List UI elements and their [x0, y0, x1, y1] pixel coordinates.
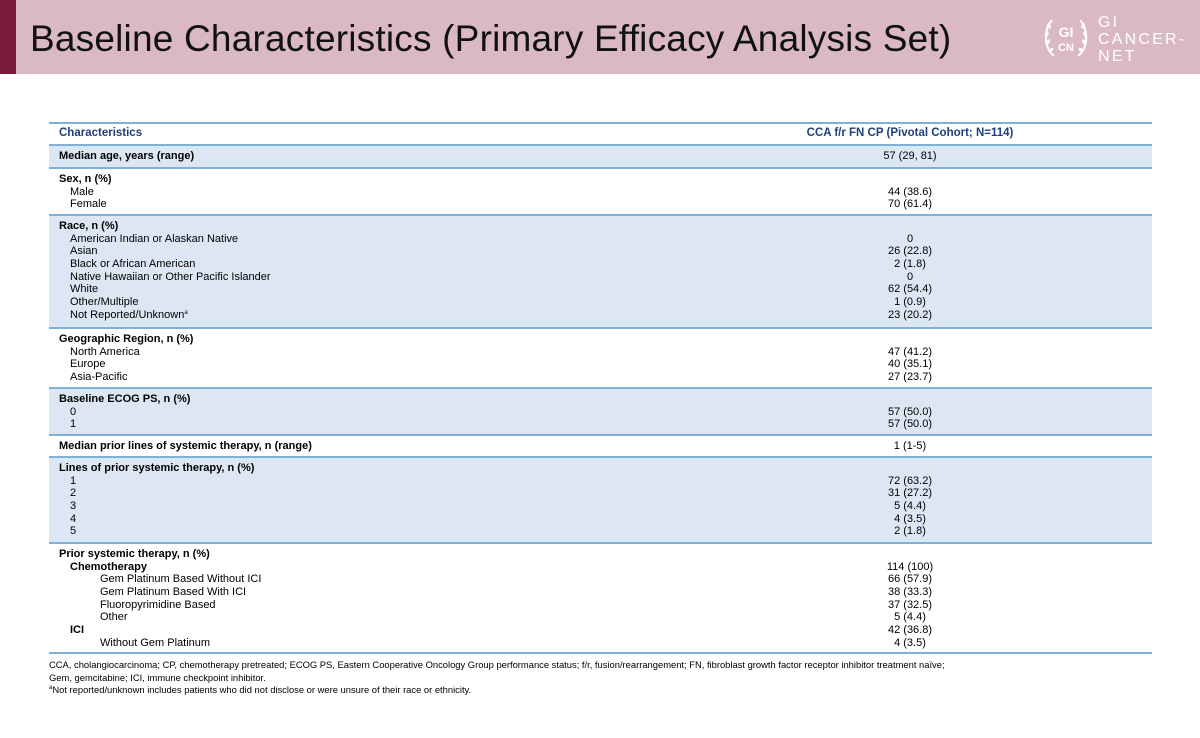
- row-label: Median age, years (range): [59, 150, 195, 162]
- race-value: 26 (22.8): [887, 245, 933, 258]
- logo-line-3: NET: [1098, 48, 1137, 65]
- lines-value: 72 (63.2): [887, 474, 933, 487]
- footnotes: [49, 659, 1159, 697]
- race-value: 0: [906, 270, 914, 283]
- ecog-value: 57 (50.0): [887, 418, 933, 431]
- chemo-sub-label: Fluoropyrimidine Based: [100, 598, 216, 611]
- row-value: 57 (29, 81): [883, 150, 937, 162]
- sex-label-female: Female: [70, 198, 107, 211]
- svg-text:CN: CN: [1058, 42, 1074, 54]
- ici-sub-value: 4 (3.5): [894, 636, 926, 649]
- chemo-sub-label: Gem Platinum Based Without ICI: [100, 573, 262, 586]
- footnote-marker: a: [184, 309, 188, 316]
- chemo-sub-value: 38 (33.3): [887, 586, 933, 599]
- sex-value-male: 44 (38.6): [887, 185, 933, 198]
- lines-label: 4: [70, 512, 77, 525]
- region-value: 27 (23.7): [887, 371, 933, 384]
- race-label: Asian: [70, 245, 98, 258]
- race-label: White: [70, 283, 99, 296]
- region-label: North America: [70, 345, 140, 358]
- table-row-prior-therapy: [49, 542, 1152, 654]
- logo-line-2: CANCER-: [1098, 31, 1187, 48]
- row-label: Race, n (%): [59, 220, 119, 232]
- race-label: American Indian or Alaskan Native: [70, 232, 239, 245]
- region-label: Europe: [70, 358, 106, 371]
- baseline-characteristics-table: [49, 122, 1152, 654]
- lines-label: 5: [70, 525, 77, 538]
- race-value: 2 (1.8): [894, 258, 926, 271]
- ecog-label: 0: [70, 405, 77, 418]
- race-value: 1 (0.9): [894, 296, 926, 309]
- race-value: 62 (54.4): [887, 283, 933, 296]
- laurel-logo-icon: [1040, 12, 1092, 64]
- row-label: Prior systemic therapy, n (%): [59, 548, 210, 560]
- lines-label: 1: [70, 474, 77, 487]
- race-label: Native Hawaiian or Other Pacific Islander: [70, 270, 271, 283]
- logo-line-1: GI: [1098, 14, 1120, 31]
- table-row-median-age: [49, 144, 1152, 167]
- lines-label: 3: [70, 500, 77, 513]
- race-label-not-reported: [59, 309, 271, 322]
- race-label: Other/Multiple: [70, 296, 139, 309]
- table-row-race: [49, 214, 1152, 327]
- sex-label-male: Male: [70, 185, 94, 198]
- lines-value: 31 (27.2): [887, 487, 933, 500]
- chemo-sub-value: 66 (57.9): [887, 573, 933, 586]
- row-label: Sex, n (%): [59, 173, 112, 185]
- logo-wordmark: [1098, 14, 1186, 65]
- slide-header: [0, 0, 1200, 74]
- footnote-a: [49, 684, 1159, 697]
- ici-label: ICI: [70, 624, 85, 637]
- sex-value-female: 70 (61.4): [887, 198, 933, 211]
- chemo-sub-value: 37 (32.5): [887, 598, 933, 611]
- race-value: 23 (20.2): [887, 308, 933, 321]
- row-value: 1 (1-5): [893, 440, 927, 452]
- race-label: Black or African American: [70, 258, 196, 271]
- svg-text:GI: GI: [1058, 24, 1074, 40]
- ecog-value: 57 (50.0): [887, 405, 933, 418]
- lines-value: 5 (4.4): [894, 500, 926, 513]
- table-row-ecog: [49, 387, 1152, 434]
- table-row-sex: [49, 167, 1152, 214]
- table-header-row: [49, 122, 1152, 144]
- row-label: Geographic Region, n (%): [59, 333, 194, 345]
- header-accent-bar: [0, 0, 16, 74]
- page-title: Baseline Characteristics (Primary Efficacy Analysis Set): [30, 18, 952, 59]
- region-value: 40 (35.1): [887, 358, 933, 371]
- table-row-lines: [49, 456, 1152, 542]
- table-row-region: [49, 327, 1152, 387]
- chemo-label: Chemotherapy: [70, 560, 148, 573]
- lines-value: 2 (1.8): [894, 525, 926, 538]
- ecog-label: 1: [70, 418, 77, 431]
- row-label: Baseline ECOG PS, n (%): [59, 393, 191, 405]
- chemo-value: 114 (100): [886, 560, 934, 573]
- footnote-a-text: Not reported/unknown includes patients who did not disclose or were unsure of their race or ethnicity.: [52, 684, 472, 696]
- abbreviations-line-2: Gem, gemcitabine; ICI, immune checkpoint inhibitor.: [49, 671, 266, 683]
- table-row-median-lines: [49, 434, 1152, 456]
- region-label: Asia-Pacific: [70, 371, 128, 384]
- gi-cancer-net-logo: [1040, 12, 1190, 64]
- chemo-sub-value: 5 (4.4): [894, 611, 926, 624]
- abbreviations-line-1: CCA, cholangiocarcinoma; CP, chemotherapy pretreated; ECOG PS, Eastern Cooperative Oncology Group performance status; f/r, fusion/rearrangement; FN, fibroblast growth factor receptor inhibitor treatment naïve;: [49, 659, 945, 670]
- chemo-sub-label: Gem Platinum Based With ICI: [100, 586, 247, 599]
- region-value: 47 (41.2): [887, 345, 933, 358]
- lines-value: 4 (3.5): [894, 512, 926, 525]
- row-label: Median prior lines of systemic therapy, n (range): [59, 440, 312, 452]
- race-label-text: Not Reported/Unknown: [70, 308, 185, 321]
- chemo-sub-label: Other: [100, 611, 128, 624]
- ici-sub-label: Without Gem Platinum: [100, 636, 211, 649]
- ici-value: 42 (36.8): [887, 624, 933, 637]
- row-label: Lines of prior systemic therapy, n (%): [59, 462, 255, 474]
- column-header-cohort: CCA f/r FN CP (Pivotal Cohort; N=114): [806, 127, 1014, 139]
- footnote-marker: a: [49, 685, 53, 692]
- race-value: 0: [906, 232, 914, 245]
- column-header-characteristics: Characteristics: [59, 127, 143, 139]
- lines-label: 2: [70, 487, 77, 500]
